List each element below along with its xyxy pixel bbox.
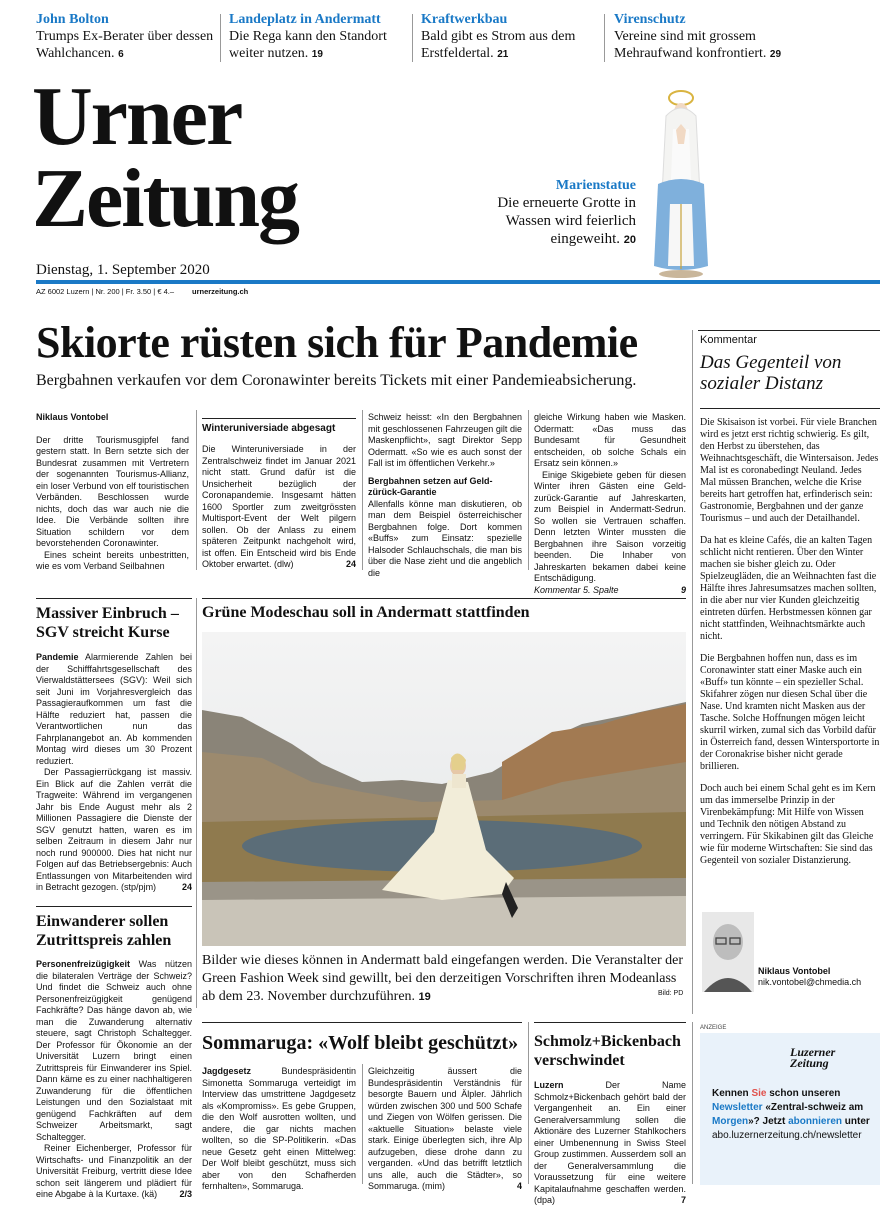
ad-text-part: Kennen [712,1088,752,1099]
body-paragraph: Die Skisaison ist vorbei. Für viele Branchen wird es jetzt erst richtig schwierig. Es gilt, den Herbst zu überstehen, das Weihnachtsgeschäft, die Wintersaison. Jedes Mal ist es coronabedingt Neuland. Jedes Mal müssen Branchen, welche die Krise bereits hart getroffen hat, erfinderisch sein: Gastronomie, Bergbahnen und der ganze Tourismus – und auch der Detailhandel. [700,417,879,524]
ad-label: ANZEIGE [700,1025,727,1031]
lead-column-3 [368,412,522,579]
ad-logo-line-1: Luzerner [790,1045,836,1059]
site-url[interactable]: urnerzeitung.ch [192,287,249,296]
ad-text-part: Newsletter [712,1102,763,1113]
divider [528,1022,529,1184]
article-schmolz[interactable] [534,1032,686,1207]
lead-column-4 [534,412,686,596]
ad-text-part: »? Jetzt [748,1116,789,1127]
ad-text-part: Morgen [712,1116,749,1127]
body-paragraph: Da hat es kleine Cafés, die an kalten Tagen schlicht nicht rentieren. Über den Winter machen sie bisher gleich zu. Oder Spielzeugläden, die an Weihnachten fast die Hälfte ihres Jahresumsatzes machen sollten, in die aber nur vier Kunden gleichzeitig eintreten dürfen. Herbstmessen können gar nicht stattfinden, Weihnachtsmärkte auch nicht. [700,535,877,642]
lead-subhead: Bergbahnen verkaufen vor dem Coronawinter bereits Tickets mit einer Pandemieabsicherung. [36,372,637,389]
ad-text-part: schon unseren [766,1088,841,1099]
body-paragraph: Allenfalls könne man diskutieren, ob man dem Beispiel österreichischer Bergbahnen folge. Dort kommen «Buffs» zum Einsatz: spezielle Halsoder Schlauchschals, die man bis über die Nase zieht und die angeblich die [368,498,522,578]
sommaruga-column-1 [202,1066,356,1193]
article-sgv[interactable] [36,604,192,894]
kommentar-section [700,334,880,877]
teaser-marienstatue[interactable] [470,178,636,249]
info-box-universiade [202,418,356,571]
divider [528,410,529,570]
body-paragraph: Doch auch bei einem Schal geht es im Kern um das immerselbe Prinzip in der Virenbekämpfung: Mit Hilfe von Wissen und Technik den nötigen Abstand zu verringern. Für Skikabinen gilt das Gleiche wie für moderne Wirtschaften: Sie sind das Gegenteil von sozialer Distanzierung. [700,783,876,866]
rule [36,598,192,599]
article-einwanderer[interactable] [36,912,192,1201]
photo-headline[interactable]: Grüne Modeschau soll in Andermatt stattfinden [202,604,530,621]
divider [692,330,693,1014]
issue-meta: AZ 6002 Luzern | Nr. 200 | Fr. 3.50 | € 4.– [36,287,175,296]
lead-word: Jagdgesetz [202,1066,252,1076]
teaser-text: Vereine sind mit grossem Mehraufwand konfrontiert. [614,29,767,61]
article-title: Massiver Einbruch – SGV streicht Kurse [36,605,179,641]
teaser-text: Bald gibt es Strom aus dem Erstfeldertal. [421,29,576,61]
newsletter-ad[interactable] [700,1033,880,1185]
teaser-kicker: Virenschutz [614,12,686,27]
page-ref: 2/3 [179,1189,192,1199]
page-ref: 19 [311,49,323,60]
caption-text: Bilder wie dieses können in Andermatt bald eingefangen werden. Die Veranstalter der Green Fashion Week sind gewillt, bei den derzeitigen Vorschriften ihren Modeanlass ab dem 23. November durchzuführen. [202,953,684,1004]
article-title: Schmolz+Bickenbach verschwindet [534,1033,681,1069]
divider [220,14,221,62]
box-text: Die Winteruniversiade in der Zentralschweiz findet im Januar 2021 nicht statt. Grund dafür ist die Unsicherheit bezüglich der Coronapandemie. Insgesamt hätten 1600 Sportler zum zweitgrössten Multisport-Event der Welt pilgern sollen. Ob der Anlass zu einem späteren Zeitpunkt nachgeholt wird, ist offen. Ein Entscheid wird bis Ende Oktober erwartet. (dlw) [202,444,356,569]
page-ref: 9 [680,584,686,595]
body-paragraph: Gleichzeitig äussert die Bundespräsidentin Verständnis für besorgte Bauern und Älpler. Jährlich würden zwischen 300 und 500 Schafe und Ziegen von Wölfen gerissen. Die «aktuelle Situation» belaste viele stark. Einige überlegten sich, ihre Alp aufzugeben, diese drohe dann zu verganden. «Und das betrifft letztlich uns alle, auch die Städter», so Sommaruga. (mim) [368,1066,522,1191]
page-ref: 20 [623,234,636,246]
logo-line-1: Urner [32,70,242,163]
lead-column-1 [36,412,189,573]
photo-caption [202,952,686,1006]
body-paragraph: Der Passagierrückgang ist massiv. Ein Blick auf die Zahlen verrät die Tragweite: Während im vergangenen Jahr bis Ende August mehr als 2 Millionen Passagiere die Dienste der SGV genutzt hatten, waren es im selben Zeitraum in diesem Jahr nur noch rund 900000. Dies hat nicht nur Folgen auf das Betriebsergebnis: Auch Entlassungen von Mitarbeitenden wird in Betracht gezogen. (stp/pjm) [36,767,192,892]
teaser-text: Die Rega kann den Standort weiter nutzen. [229,29,387,61]
teaser-kicker: Kraftwerkbau [421,12,508,27]
sommaruga-column-2 [368,1066,522,1193]
article-title[interactable]: Sommaruga: «Wolf bleibt geschützt» [202,1032,519,1054]
body-paragraph: Der Name Schmolz+Bickenbach gehört bald der Vergangenheit an. Ein einer Generalversammlung sollen die Aktionäre des Luzerner Stahlkochers einer Umbenennung in Swiss Steel Group zustimmen. Ausserdem soll an der Generalversammlung die Voraussetzung für eine weitere Kapitalaufnahme geschaffen werden. (dpa) [534,1080,686,1205]
author-byline [758,966,861,988]
ad-logo-line-2: Zeitung [790,1056,829,1070]
divider [604,14,605,62]
section-label: Kommentar [700,334,757,346]
teaser-bolton[interactable] [36,12,216,63]
body-paragraph: Schweiz heisst: «In den Bergbahnen mit geschlossenen Fahrzeugen gilt die Maskenpflicht», sagt Direktor Sepp Odermatt. «So wie es auch sonst der Fall ist im öffentlichen Verkehr.» [368,412,522,468]
teaser-landeplatz[interactable] [229,12,409,63]
logo-line-2: Zeitung [32,152,299,245]
rule [698,330,880,331]
page-ref: 24 [181,882,192,892]
madonna-statue-image [648,84,714,280]
ad-text-part: unter [842,1116,870,1127]
divider [196,410,197,570]
page-ref: 7 [680,1195,686,1205]
author: Niklaus Vontobel [36,412,109,422]
kommentar-title[interactable]: Das Gegenteil von sozialer Distanz [700,352,880,409]
lead-headline[interactable]: Skiorte rüsten sich für Pandemie [36,318,638,367]
box-title: Winteruniversiade abgesagt [202,423,336,434]
ad-text-part: abonnieren [788,1116,843,1127]
page-ref: 29 [769,49,782,60]
divider [362,1064,363,1184]
body-paragraph: Reiner Eichenberger, Professor für Wirtschafts- und Finanzpolitik an der Universität Freiburg, vertritt diese Idee schon seit längerem und plädiert für eine Abgabe à la Kurtaxe. (kä) [36,1143,192,1199]
teaser-text: Trumps Ex-Berater über dessen Wahlchancen. [36,29,214,61]
lead-word: Luzern [534,1080,564,1090]
ad-text-part: «Zentral-schweiz am [762,1102,864,1113]
page-ref: 21 [497,49,509,60]
rule [202,598,686,599]
masthead-logo [32,70,299,245]
body-paragraph: Was nützen die bilateralen Verträge der Schweiz? Und findet die Schweiz auch ohne Personenfreizügigkeit genügend Fachkräfte? Das hänge davon ab, wie man die Zuwanderung alternativ steuere, sagt Christoph Schaltegger. Der Professor für Ökonomie an der Universität Luzern bringt einen Zutrittspreis für Einwanderer ins Spiel. Dann käme es zu einer nachhaltigeren Zuwanderung für die öffentlichen Leistungen und den Sozialstaat mit genügend Fachkräften auf dem Schweizer Arbeitsmarkt, sagt Schaltegger. [36,959,192,1142]
teaser-kicker: Marienstatue [555,178,636,193]
rule [534,1022,686,1023]
teaser-kicker: John Bolton [36,12,109,27]
divider [412,14,413,62]
page-ref: 4 [516,1181,522,1191]
lead-word: Pandemie [36,652,79,662]
article-title: Einwanderer sollen Zutrittspreis zahlen [36,913,172,949]
author-name: Niklaus Vontobel [758,966,831,976]
teaser-kraftwerk[interactable] [421,12,601,63]
rule [36,906,192,907]
author-email[interactable]: nik.vontobel@chmedia.ch [758,977,862,987]
ad-text [712,1087,872,1143]
comment-ref[interactable]: Kommentar 5. Spalte [534,584,619,595]
subheading: Bergbahnen setzen auf Geld-zürück-Garantie [368,475,493,497]
body-paragraph: Bundespräsidentin Simonetta Sommaruga verteidigt im Interview das umstrittene Jagdgesetz als «Kompromiss». Es gebe Gruppen, die den Wolf ausrotten wollten, und andere, die gar nichts machen wollten, so die SP-Politikerin. «Das neue Gesetz geht einen Mittelweg: Der Wolf bleibt geschützt, muss sich aber von den Schafherden fernhalten», Sommaruga. [202,1066,356,1191]
issue-date: Dienstag, 1. September 2020 [36,262,210,278]
page-ref: 19 [418,991,431,1003]
ad-url[interactable]: abo.luzernerzeitung.ch/newsletter [712,1130,862,1141]
divider [362,410,363,570]
body-paragraph: Der dritte Tourismusgipfel fand gestern statt. In Bern setzte sich der Bundesrat zusammen mit Vertretern der sogenannten Tourismus-Allianz, ein loser Verbund von elf touristischen Verbänden. Beschlossen wurde nichts, doch das war auch nie die Idee. Die Verbände sollten ihre Situation schildern vor dem bevorstehenden Coronawinter. [36,434,189,548]
divider [196,598,197,1008]
lead-word: Personenfreizügigkeit [36,959,131,969]
fashion-photo[interactable] [202,632,686,946]
author-portrait [702,912,754,992]
body-paragraph: Die Bergbahnen hoffen nun, dass es im Coronawinter statt einer Maske auch ein «Buff» tun könnte – ein spezieller Schal. Skifahrer zögen nur diesen Schal über die Nase. Und kramten nicht Masken aus der Tasche. Solche Hoffnungen mögen leicht skurril wirken, zumal sich das Vorbild dafür in Österreich fand, dessen Wintersportorte in der Coronakrise bisher nicht gerade brillieren. [700,653,880,772]
body-paragraph: Einige Skigebiete geben für diesen Winter ihren Gästen eine Geld-zurück-Garantie auf Jahreskarten, zum Beispiel in Andermatt-Sedrun. So wollen sie Vertrauen schaffen. Denn letzten Winter mussten die Bergbahnen ihre Saison vorzeitig beenden. Die Inhaber von Jahreskarten bekamen dabei keine Entschädigung. [534,469,686,583]
body-paragraph: Alarmierende Zahlen bei der Schifffahrtsgesellschaft des Vierwaldstättersees (SGV): Weil sich seit Juni im Vorjahresvergleich das Passagieraufkommen um fast die Hälfte reduziert hat, passen die Verantwortlichen nun das Fahrplanangebot an. Ab kommenden Montag wird dieses um 30 Prozent reduziert. [36,652,192,766]
rule [202,1022,522,1023]
masthead-rule [36,280,880,284]
page-ref: 6 [118,49,124,60]
ad-logo [790,1047,835,1069]
photo-credit: Bild: PD [658,990,684,997]
divider [692,1022,693,1184]
body-paragraph: Eines scheint bereits unbestritten, wie es vom Verband Seilbahnen [36,549,189,571]
page-ref: 24 [345,559,356,569]
teaser-virenschutz[interactable] [614,12,804,63]
body-paragraph: gleiche Wirkung haben wie Masken. Odermatt: «Das muss das Bundesamt für Gesundheit entscheiden, ob solche Schals ein Ersatz sein können.» [534,412,686,468]
teaser-kicker: Landeplatz in Andermatt [229,12,381,27]
teaser-text: Die erneuerte Grotte in Wassen wird feierlich eingeweiht. [497,195,636,247]
ad-text-part: Sie [751,1088,767,1099]
